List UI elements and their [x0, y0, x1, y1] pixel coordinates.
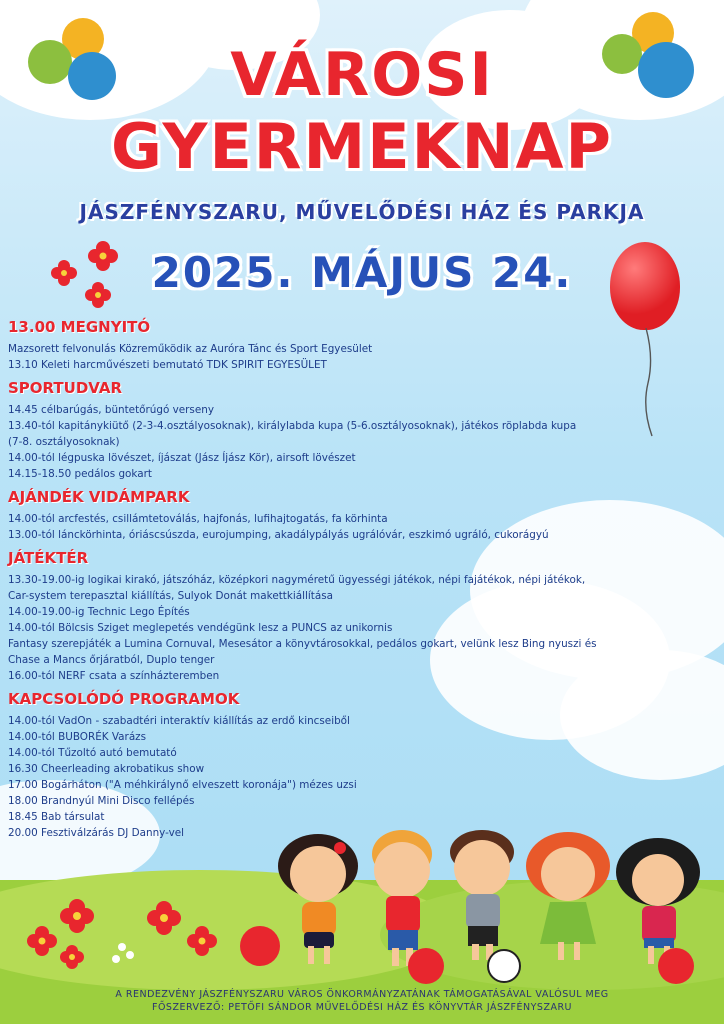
flowers-bottom-icon	[22, 895, 222, 975]
program-line: 14.00-tól VadOn - szabadtéri interaktív kiállítás az erdő kincseiből	[8, 715, 350, 727]
program-line: 14.15-18.50 pedálos gokart	[8, 468, 152, 480]
program-line: 20.00 Fesztiválzárás DJ Danny-vel	[8, 827, 185, 839]
program-line: 14.45 célbarúgás, büntetőrúgó verseny	[8, 404, 214, 416]
program-line: 16.00-tól NERF csata a színházteremben	[8, 670, 220, 682]
program-line: 14.00-tól Tűzoltó autó bemutató	[8, 747, 177, 759]
program-line: (7-8. osztályosoknak)	[8, 436, 120, 448]
venue: JÁSZFÉNYSZARU, MŰVELŐDÉSI HÁZ ÉS PARKJA	[79, 200, 645, 224]
event-date: 2025. MÁJUS 24.	[151, 248, 573, 297]
children-illustration	[240, 826, 710, 986]
program-line: 16.30 Cheerleading akrobatikus show	[8, 763, 205, 775]
footer	[30, 988, 694, 1014]
program-line: 17.00 Bogárháton ("A méhkirálynő elveszett koronája") mézes uzsi	[8, 779, 357, 791]
program-line: 14.00-tól légpuska lövészet, íjászat (Jász Íjász Kör), airsoft lövészet	[8, 452, 356, 464]
program-list	[8, 312, 648, 841]
program-line: 14.00-tól arcfestés, csillámtetoválás, hajfonás, lufihajtogatás, fa körhinta	[8, 513, 388, 525]
section-related-programs	[8, 690, 648, 841]
program-line: 13.00-tól lánckörhinta, óriáscsúszda, eurojumping, akadálypályás ugrálóvár, eszkimó ugráló, cukorágyú	[8, 529, 549, 541]
title-line-2: GYERMEKNAP	[111, 110, 613, 183]
program-line: 14.00-tól Bölcsis Sziget meglepetés vendégünk lesz a PUNCS az unikornis	[8, 622, 393, 634]
section-opening	[8, 318, 648, 373]
footer-line: A RENDEZVÉNY JÁSZFÉNYSZARU VÁROS ÖNKORMÁNYZATÁNAK TÁMOGATÁSÁVAL VALÓSUL MEG	[115, 989, 609, 1000]
program-line: 18.00 Brandnyúl Mini Disco fellépés	[8, 795, 195, 807]
program-line: Car-system terepasztal kiállítás, Sulyok Donát makettkiállítása	[8, 590, 334, 602]
program-line: Fantasy szerepjáték a Lumina Cornuval, Mesesátor a könyvtárosokkal, pedálos gokart, velünk lesz Bing nyuszi és	[8, 638, 597, 650]
program-line: Chase a Mancs őrjáratból, Duplo tenger	[8, 654, 215, 666]
program-line: 13.10 Keleti harcművészeti bemutató TDK SPIRIT EGYESÜLET	[8, 359, 327, 371]
section-heading: SPORTUDVAR	[8, 379, 123, 397]
program-line: 14.00-tól BUBORÉK Varázs	[8, 731, 147, 743]
section-heading: JÁTÉKTÉR	[8, 549, 89, 567]
flower-cluster-icon	[48, 236, 128, 312]
section-heading: 13.00 MEGNYITÓ	[8, 318, 151, 336]
section-heading: KAPCSOLÓDÓ PROGRAMOK	[8, 690, 240, 708]
program-line: 13.30-19.00-ig logikai kirakó, játszóház, középkori nagyméretű ügyességi játékok, népi fajátékok, népi játékok,	[8, 574, 586, 586]
section-heading: AJÁNDÉK VIDÁMPARK	[8, 488, 190, 506]
section-playground	[8, 549, 648, 684]
program-line: Mazsorett felvonulás Közreműködik az Auróra Tánc és Sport Egyesület	[8, 343, 373, 355]
title-line-1: VÁROSI	[230, 40, 494, 110]
footer-line: FŐSZERVEZŐ: PETŐFI SÁNDOR MŰVELŐDÉSI HÁZ ÉS KÖNYVTÁR JÁSZFÉNYSZARU	[151, 1002, 573, 1013]
program-line: 18.45 Bab társulat	[8, 811, 105, 823]
program-line: 13.40-tól kapitánykiütő (2-3-4.osztályosoknak), királylabda kupa (5-6.osztályosoknak), játékos röplabda kupa	[8, 420, 577, 432]
section-sport	[8, 379, 648, 482]
section-amusement-park	[8, 488, 648, 543]
program-line: 14.00-19.00-ig Technic Lego Építés	[8, 606, 190, 618]
